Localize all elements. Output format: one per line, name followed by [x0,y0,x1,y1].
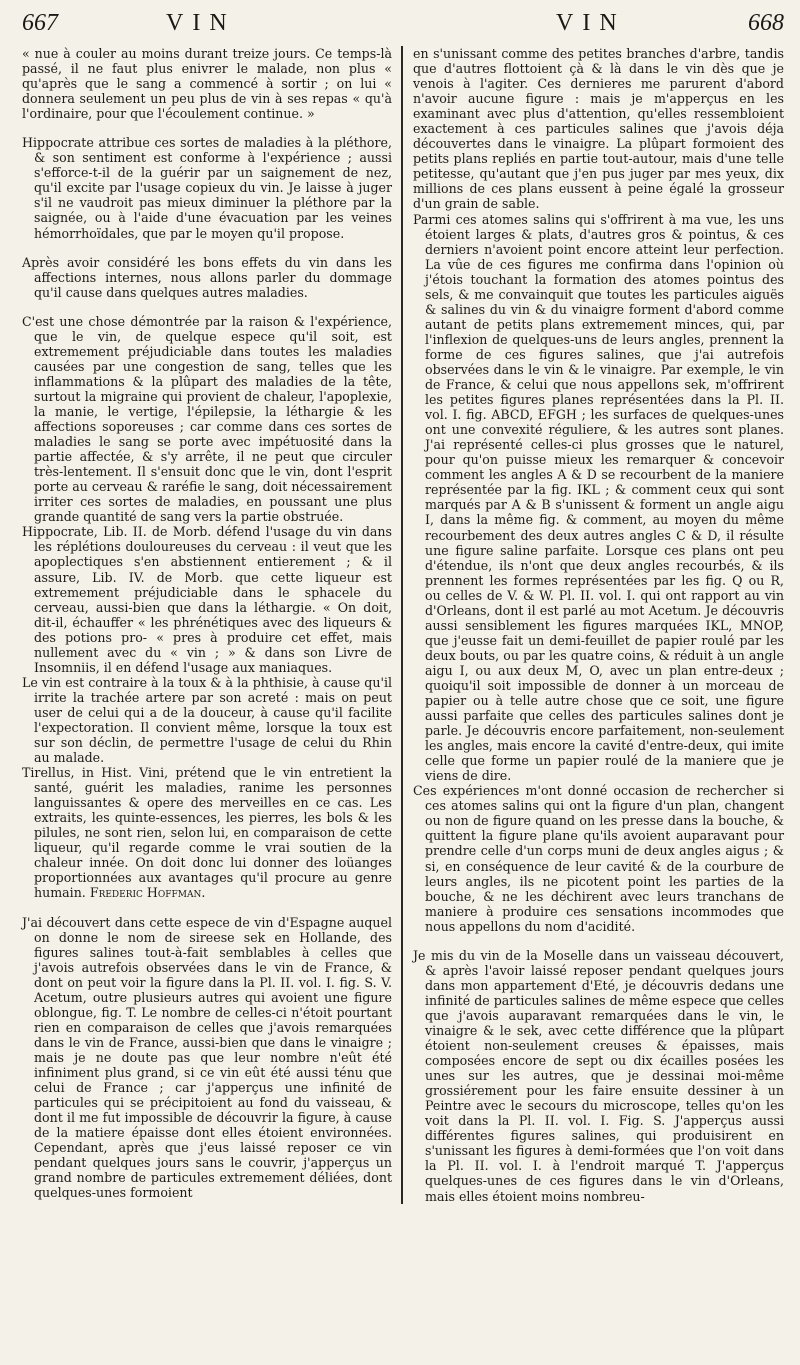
right-page-number: 668 [748,10,784,36]
paragraph-gap [22,300,392,314]
paragraph: Le vin est contraire à la toux & à la phthisie, à cause qu'il irrite la trachée artere par son acreté : mais on peut user de celui qui a de la douceur, à cause qu'il facilite l'expectoration. Il convient même, lorsque la toux est sur son déclin, de permettre l'usage de celui du Rhin au malade. [22,674,392,766]
paragraph: en s'unissant comme des petites branches d'arbre, tandis que d'autres flottoient çà & là dans le vin dès que je venois à l'agiter. Ces dernieres me parurent d'abord n'avoir aucune figure : mais je m'apperçus en les examinant avec plus d'attention, qu'elles ressembloient exactement à ces particules salines que j'avois déja découvertes dans le vinaigre. La plûpart formoient des petits plans repliés en partie tout-autour, mais d'une telle petitesse, qu'autant que j'en pus juger par mes yeux, dix millions de ces plans eussent à peine égalé la grosseur d'un grain de sable. [413,46,784,212]
paragraph-gap [22,241,392,255]
paragraph: Ces expériences m'ont donné occasion de rechercher si ces atomes salins qui ont la figure d'un plan, changent ou non de figure quand on les presse dans la bouche, & quittent la figure plane qu'ils avoient auparavant pour prendre celle d'un corps muni de deux angles aigus ; & si, en conséquence de leur cavité & de la courbure de leurs angles, ils ne picotent point les parties de la bouche, & ne les déchirent avec leurs tranchans de maniere à produire ces sensations incommodes que nous appellons du nom d'acidité. [413,783,784,934]
author-signature: Frederic Hoffman. [89,885,206,901]
paragraph: J'ai découvert dans cette espece de vin d'Espagne auquel on donne le nom de sireese sek en Hollande, des figures salines tout-à-fait semblables à celles que j'avois autrefois observées dans le vin de France, & dont on peut voir la figure dans la Pl. II. vol. I. fig. S. V. Acetum, outre plusieurs autres qui avoient une figure oblongue, fig. T. Le nombre de celles-ci n'étoit pourtant rien en comparaison de celles que j'avois remarquées dans le vin de France, aussi-bien que dans le vinaigre ; mais je ne doute pas que leur nombre n'eût été infiniment plus grand, si ce vin eût été aussi ténu que celui de France ; car j'apperçus une infinité de particules qui se précipitoient au fond du vaisseau, & dont il me fut impossible de découvrir la figure, à cause de la matiere épaisse dont elles étoient environnées. Cependant, après que j'eus laissé reposer ce vin pendant quelques jours sans le couvrir, j'apperçus un grand nombre de particules extremement déliées, dont quelques-unes formoient [22,914,392,1201]
paragraph: C'est une chose démontrée par la raison & l'expérience, que le vin, de quelque espece qu'il soit, est extremement préjudiciable dans toutes les maladies causées par une congestion de sang, telles que les inflammations & la plûpart des maladies de la tête, surtout la migraine qui provient de chaleur, l'apoplexie, la manie, le vertige, l'épilepsie, la léthargie & les affections soporeuses ; car comme dans ces sortes de maladies le sang se porte avec impétuosité dans la partie affectée, & s'y arrête, il ne peut que circuler très-lentement. Il s'ensuit donc que le vin, dont l'esprit porte au cerveau & raréfie le sang, doit nécessairement irriter ces sortes de maladies, en poussant une plus grande quantité de sang vers la partie obstruée. [22,313,392,525]
paragraph: Parmi ces atomes salins qui s'offrirent à ma vue, les uns étoient larges & plats, d'autres gros & pointus, & ces derniers n'avoient point encore atteint leur perfection. La vûe de ces figures me confirma dans l'opinion où j'étois touchant la formation des atomes pointus des sels, & me convainquit que toutes les particules aiguës & salines du vin & du vinaigre forment d'abord comme autant de petits plans extremement minces, qui, par l'inflexion de quelques-uns de leurs angles, prennent la forme de ces figures salines, que j'ai autrefois observées dans le vin & le vinaigre. Par exemple, le vin de France, & celui que nous appellons sek, m'offrirent les petites figures planes représentées dans la Pl. II. vol. I. fig. ABCD, EFGH ; les surfaces de quelques-unes ont une convexité réguliere, & les autres sont planes. J'ai représenté celles-ci plus grosses que le naturel, pour qu'on puisse mieux les remarquer & concevoir comment les angles A & D se recourbent de la maniere représentée par la fig. IKL ; & comment ceux qui sont marqués par A & B s'unissent & forment un angle aigu I, dans la même fig. & comment, au moyen du même recourbement des deux autres angles C & D, il résulte une figure saline parfaite. Lorsque ces plans ont peu d'étendue, ils n'ont que deux angles recourbés, & ils prennent les formes représentées par les fig. Q ou R, ou celles de V. & W. Pl. II. vol. I. qui ont rapport au vin d'Orleans, dont il est parlé au mot Acetum. Je découvris aussi sensiblement les figures marquées IKL, MNOP, que j'eusse fait un demi-feuillet de papier roulé par les deux bouts, ou par les quatre coins, & réduit à un angle aigu I, ou aux deux M, O, avec un plan entre-deux ; quoiqu'il soit impossible de donner à un morceau de papier ou à telle autre chose que ce soit, une figure aussi parfaite que celles des particules salines dont je parle. Je découvris encore parfaitement, non-seulement les angles, mais encore la cavité d'entre-deux, qui imite celle que forme un papier roulé de la maniere que je viens de dire. [413,211,784,784]
left-page-number: 667 [22,10,58,36]
paragraph-gap [22,901,392,915]
paragraph: Après avoir considéré les bons effets du vin dans les affections internes, nous allons parler du dommage qu'il cause dans quelques autres maladies. [22,254,392,300]
paragraph: Hippocrate attribue ces sortes de maladies à la pléthore, & son sentiment est conforme à l'expérience ; aussi s'efforce-t-il de la guérir par un saignement de nez, qu'il excite par l'usage copieux du vin. Je laisse à juger s'il ne vaudroit pas mieux diminuer la pléthore par la saignée, ou à l'aide d'une évacuation par les veines hémorrhoïdales, que par le moyen qu'il propose. [22,135,392,241]
right-column [403,46,784,1204]
quote-paragraph: « nue à couler au moins durant treize jours. Ce temps-là passé, il ne faut plus enivrer le malade, non plus « qu'après que le sang a commencé à sortir ; on lui « donnera seulement un peu plus de vin à ses repas « qu'à l'ordinaire, pour que l'écoulement continue. » [22,46,392,122]
left-running-head: VIN [166,10,236,36]
paragraph-gap [22,121,392,135]
paragraph-gap [413,934,784,948]
paragraph-text: Tirellus, in Hist. Vini, prétend que le vin entretient la santé, guérit les maladies, ranime les personnes languissantes & opere des merveilles en ce cas. Les extraits, les quinte-essences, les pierres, les bols & les pilules, ne sont rien, selon lui, en comparaison de cette liqueur, qu'il regarde comme le vrai soutien de la chaleur innée. On doit donc lui donner des loüanges proportionnées aux avantages qu'il procure au genre humain. [22,765,392,901]
paragraph [22,765,392,900]
left-column [22,46,403,1204]
page-header [0,4,800,44]
paragraph: Je mis du vin de la Moselle dans un vaisseau découvert, & après l'avoir laissé reposer pendant quelques jours dans mon appartement d'Eté, je découvris dedans une infinité de particules salines de même espece que celles que j'avois auparavant remarquées dans le vin, le vinaigre & le sek, avec cette différence que la plûpart étoient non-seulement creuses & épaisses, mais composées encore de sept ou dix écailles posées les unes sur les autres, que je dessinai moi-même grossiérement pour les faire ensuite dessiner à un Peintre avec le secours du microscope, telles qu'on les voit dans la Pl. II. vol. I. Fig. S. J'apperçus aussi différentes figures salines, qui produisirent en s'unissant les figures à demi-formées que l'on voit dans la Pl. II. vol. I. à l'endroit marqué T. J'apperçus quelques-unes de ces figures dans le vin d'Orleans, mais elles étoient moins nombreu- [413,947,784,1204]
paragraph: Hippocrate, Lib. II. de Morb. défend l'usage du vin dans les réplétions douloureuses du cerveau : il veut que les apoplectiques s'en abstiennent entierement ; & il assure, Lib. IV. de Morb. que cette liqueur est extremement préjudiciable dans le sphacele du cerveau, aussi-bien que dans la léthargie. « On doit, dit-il, échauffer « les phrénétiques avec des liqueurs & des potions pro- « pres à produire cet effet, mais nullement avec du « vin ; » & dans son Livre de Insomniis, il en défend l'usage aux maniaques. [22,524,392,675]
right-running-head: VIN [556,10,626,36]
two-column-body [22,46,784,1204]
